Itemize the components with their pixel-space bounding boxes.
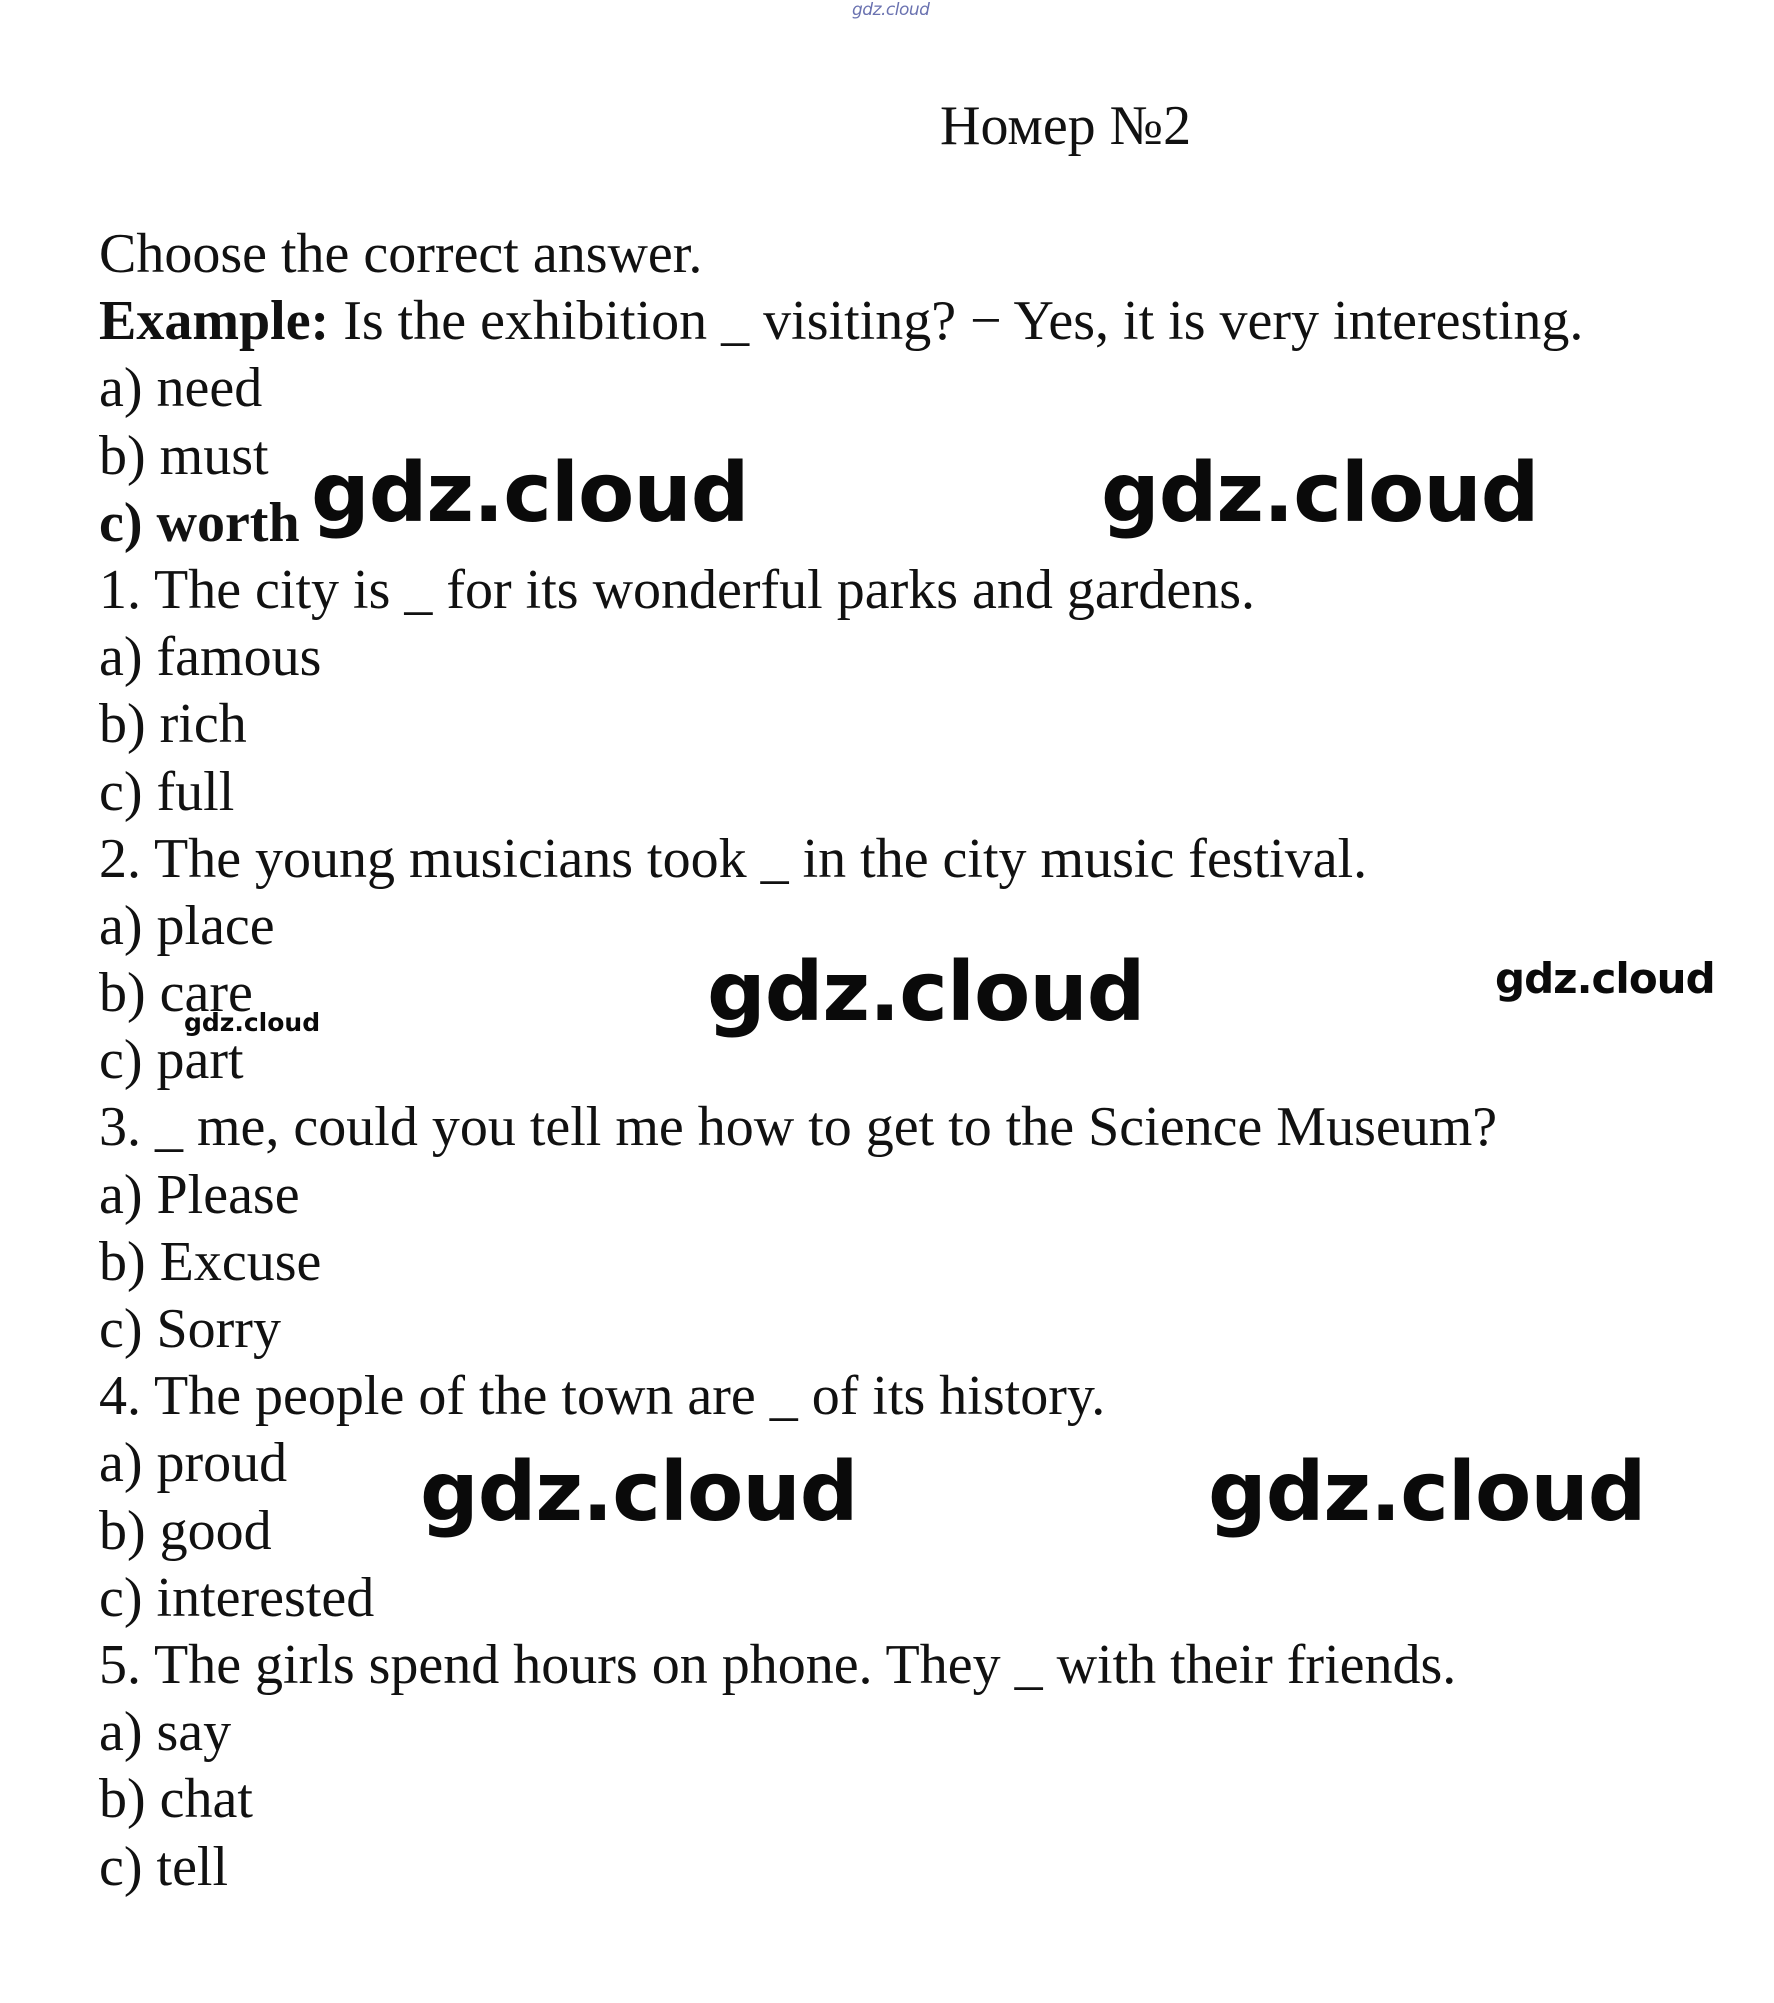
- question-3-option-c: c) Sorry: [99, 1298, 281, 1360]
- example-question-text: Is the exhibition _ visiting? − Yes, it is very interesting.: [343, 290, 1584, 353]
- question-5-option-c: c) tell: [99, 1835, 229, 1898]
- question-4-option-b: b) good: [99, 1499, 272, 1562]
- question-1: 1. The city is _ for its wonderful parks and gardens.: [99, 558, 1256, 621]
- example-option-b: b) must: [99, 424, 269, 487]
- question-5-option-b: b) chat: [99, 1768, 253, 1831]
- question-1-option-c: c) full: [99, 760, 235, 823]
- question-3: 3. _ me, could you tell me how to get to the Science Museum?: [99, 1096, 1498, 1159]
- question-5-option-a: a) say: [99, 1701, 232, 1764]
- question-1-option-b: b) rich: [99, 693, 247, 756]
- source-watermark-top: gdz.cloud: [852, 0, 930, 20]
- watermark: gdz.cloud: [1101, 446, 1539, 541]
- example-question: [99, 288, 1759, 355]
- question-2-option-c: c) part: [99, 1029, 244, 1092]
- watermark: gdz.cloud: [420, 1445, 858, 1540]
- question-4-option-c: c) interested: [99, 1566, 375, 1629]
- example-label: Example:: [99, 290, 330, 353]
- instruction: Choose the correct answer.: [99, 223, 703, 285]
- example-answer: c) worth: [99, 491, 300, 554]
- question-3-option-b: b) Excuse: [99, 1230, 322, 1293]
- watermark: gdz.cloud: [707, 945, 1145, 1040]
- watermark: gdz.cloud: [184, 1008, 321, 1037]
- question-5: 5. The girls spend hours on phone. They _ with their friends.: [99, 1633, 1457, 1696]
- question-2-option-a: a) place: [99, 894, 275, 957]
- page-title: Номер №2: [940, 95, 1192, 157]
- question-4: 4. The people of the town are _ of its history.: [99, 1365, 1106, 1428]
- watermark: gdz.cloud: [1208, 1445, 1646, 1540]
- question-1-option-a: a) famous: [99, 626, 322, 689]
- question-2: 2. The young musicians took _ in the city music festival.: [99, 827, 1368, 890]
- watermark: gdz.cloud: [311, 446, 749, 541]
- question-4-option-a: a) proud: [99, 1432, 288, 1495]
- question-2-option-b: b) care: [99, 962, 253, 1025]
- watermark: gdz.cloud: [1495, 954, 1715, 1003]
- question-3-option-a: a) Please: [99, 1163, 300, 1226]
- example-option-a: a) need: [99, 357, 263, 420]
